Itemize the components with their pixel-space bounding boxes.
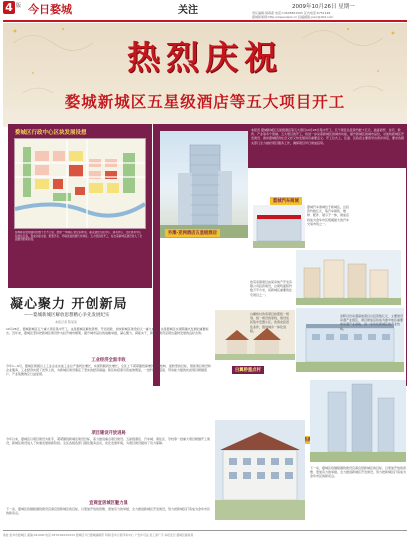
section-3-body: 下一步，婺城区将继续围绕建设宜商宜居新城区的目标，以更加开放的思维、更加有力的举措，全力推进新城区开发建设，努力把新城区打造成为金华市区的新亮点。	[6, 507, 211, 516]
section-3-title: 宜商宜居城区魅力显	[89, 501, 128, 506]
editor-contact: 责任编辑:胡春燕 电话:13605891505 区内电话:6751148	[252, 11, 331, 15]
project-label-auto-mall: 婺城汽车商城	[270, 197, 302, 205]
lead-paragraph: 本报讯 婺城新城区五星级酒店等五大项目10月26日集中开工。五个项目总投资约数十亿元，涵盖商贸、住宅、教育、产业等多个领域。五大项目的开工，将进一步完善新城区的城市功能，提升新城区的城市品位，对加快新城区开发建设、推动婺城经济社会又好又快发展具有重要意义。开工仪式上，区委、区政府主要领导出席并讲话，要求各相关部门全力做好项目服务工作，确保项目早日建成投用。	[251, 128, 404, 145]
school-text: 下一步，婺城区将继续围绕建设宜商宜居新城区的目标，以更加开放的思维、更加有力的举措，全力推进新城区开发建设，努力把新城区打造成为金华市区的新亮点。	[310, 466, 406, 479]
section-title: 关注	[178, 5, 198, 16]
footer-text: 地址:金华市婺城区 邮编:321000 电话:0579-82XXXXXX 婺城区今日婺城编辑部 印刷:金华日报印务中心 广告许可证:金工商广字 本报发行:婺城区邮政局	[3, 533, 194, 537]
section-2-body: 今年以来，婺城区以项目建设为抓手，紧紧围绕新城区建设目标，着力推进重点项目建设。五星级酒店、汽车城、商住区、学校等一批重大项目相继开工建设，新城区建设进入了快速发展的新阶段。全区各级各部门强化服务意识，优化发展环境，为项目建设提供了有力保障。	[6, 437, 211, 446]
hotel-rendering	[160, 131, 248, 238]
highrise-rendering	[310, 380, 406, 462]
highrise-drawing	[310, 380, 406, 462]
footer-rule	[3, 530, 407, 531]
page-number-badge: 4	[3, 1, 15, 14]
yijing-drawing	[296, 250, 401, 305]
baiyiqiao-text: 白翼桥村改造项目按照统一规划、统一建设的原则，建设农民集中安置小区，改善农民居住条件，推进城乡一体化进程。	[250, 312, 290, 333]
newspaper-name: 今日婺城	[28, 3, 72, 16]
article-title: 凝心聚力 开创新局	[10, 297, 128, 312]
hotel-tower-drawing	[160, 131, 248, 238]
district-plan-drawing	[15, 139, 145, 228]
auto-mall-drawing	[253, 205, 305, 248]
edition-label: 版	[16, 3, 22, 9]
yijing-rendering	[296, 250, 401, 305]
section-1-body: 今年1—9月，婺城区规模以上工业企业完成工业总产值同比增长，实现利税同比增长。全区上下紧紧围绕保增长、调结构、促转型的目标，狠抓项目建设和企业服务，工业经济实现了逆势上扬，为新城区建设奠定了坚实的经济基础。新区块招商引资成效明显，一批科技含量高、带动能力强的优质项目相继落户，产业集聚效应日益显现。	[6, 364, 211, 377]
auto-mall-text: 婺城汽车商城位于新城区，总投资约数亿元，集汽车销售、维修、配件、展示于一体，建成后将成为金华市区规模最大的汽车交易市场之一。	[307, 205, 350, 226]
project-label-baiyiqiao: 白翼桥重点村	[232, 366, 264, 374]
project-label-hotel: 外滩·亚洲酒店五星级酒店	[165, 229, 220, 237]
article-intro: 10月26日，婺城新城区五个重大项目集中开工。这是婺城区解放思想、开拓创新、加快新城区建设的又一重大成果，也是婺城区实现跨越式发展的重要标志。近年来，婺城区坚持把新城区建设作为拉开城市框架、提升城市品位的战略举措，凝心聚力，真抓实干，新城区建设呈现出蓬勃发展的良好态势。	[6, 327, 209, 336]
article-author: 本报记者 陈某某	[55, 320, 77, 324]
banner-title: 热烈庆祝	[127, 38, 283, 77]
school-rendering	[215, 420, 305, 520]
website-contact: 婺城新闻网:http://www.zwzx.cn 投稿邮箱:jrwc@163.com	[252, 15, 334, 19]
issue-date: 2009年10月26日 星期一	[292, 4, 355, 10]
planning-panel-title: 婺城区行政中心区块发展设想	[15, 130, 87, 136]
article-subtitle: ——婺城新城区解放思想精心争先发展纪实	[24, 313, 110, 318]
district-plan-map	[14, 138, 146, 229]
school-drawing	[215, 420, 305, 520]
section-2-title: 项目建设开放进局	[91, 431, 126, 436]
jinhui-text: 金晖丹田动漫基地项目总投资数亿元，主要建设动漫产业园区，项目建成后将成为浙中地区重要的动漫产业基地，进一步优化新城区的产业结构。	[340, 314, 404, 331]
main-headline: 婺城新城区五星级酒店等五大项目开工	[64, 93, 346, 111]
yijing-text: 怡景家园项目由某房地产开发有限公司投资建设，总建筑面积约数万平方米，是新城区重要的住宅项目之一。	[250, 280, 292, 297]
auto-mall-rendering	[253, 205, 305, 248]
planning-caption: 婺城新区规划面积约数十平方公里，按照‘一城两区’的空间布局，重点建设行政中心、商务中心、文化体育中心和居住区等，形成功能完善、配套齐全、环境优美的现代化城区。五大项目的开工，标志着新城区建设进入了全面推进的新阶段。	[15, 231, 143, 242]
section-1-title: 工业经济全面丰收	[91, 358, 126, 363]
header-rule	[3, 20, 407, 22]
